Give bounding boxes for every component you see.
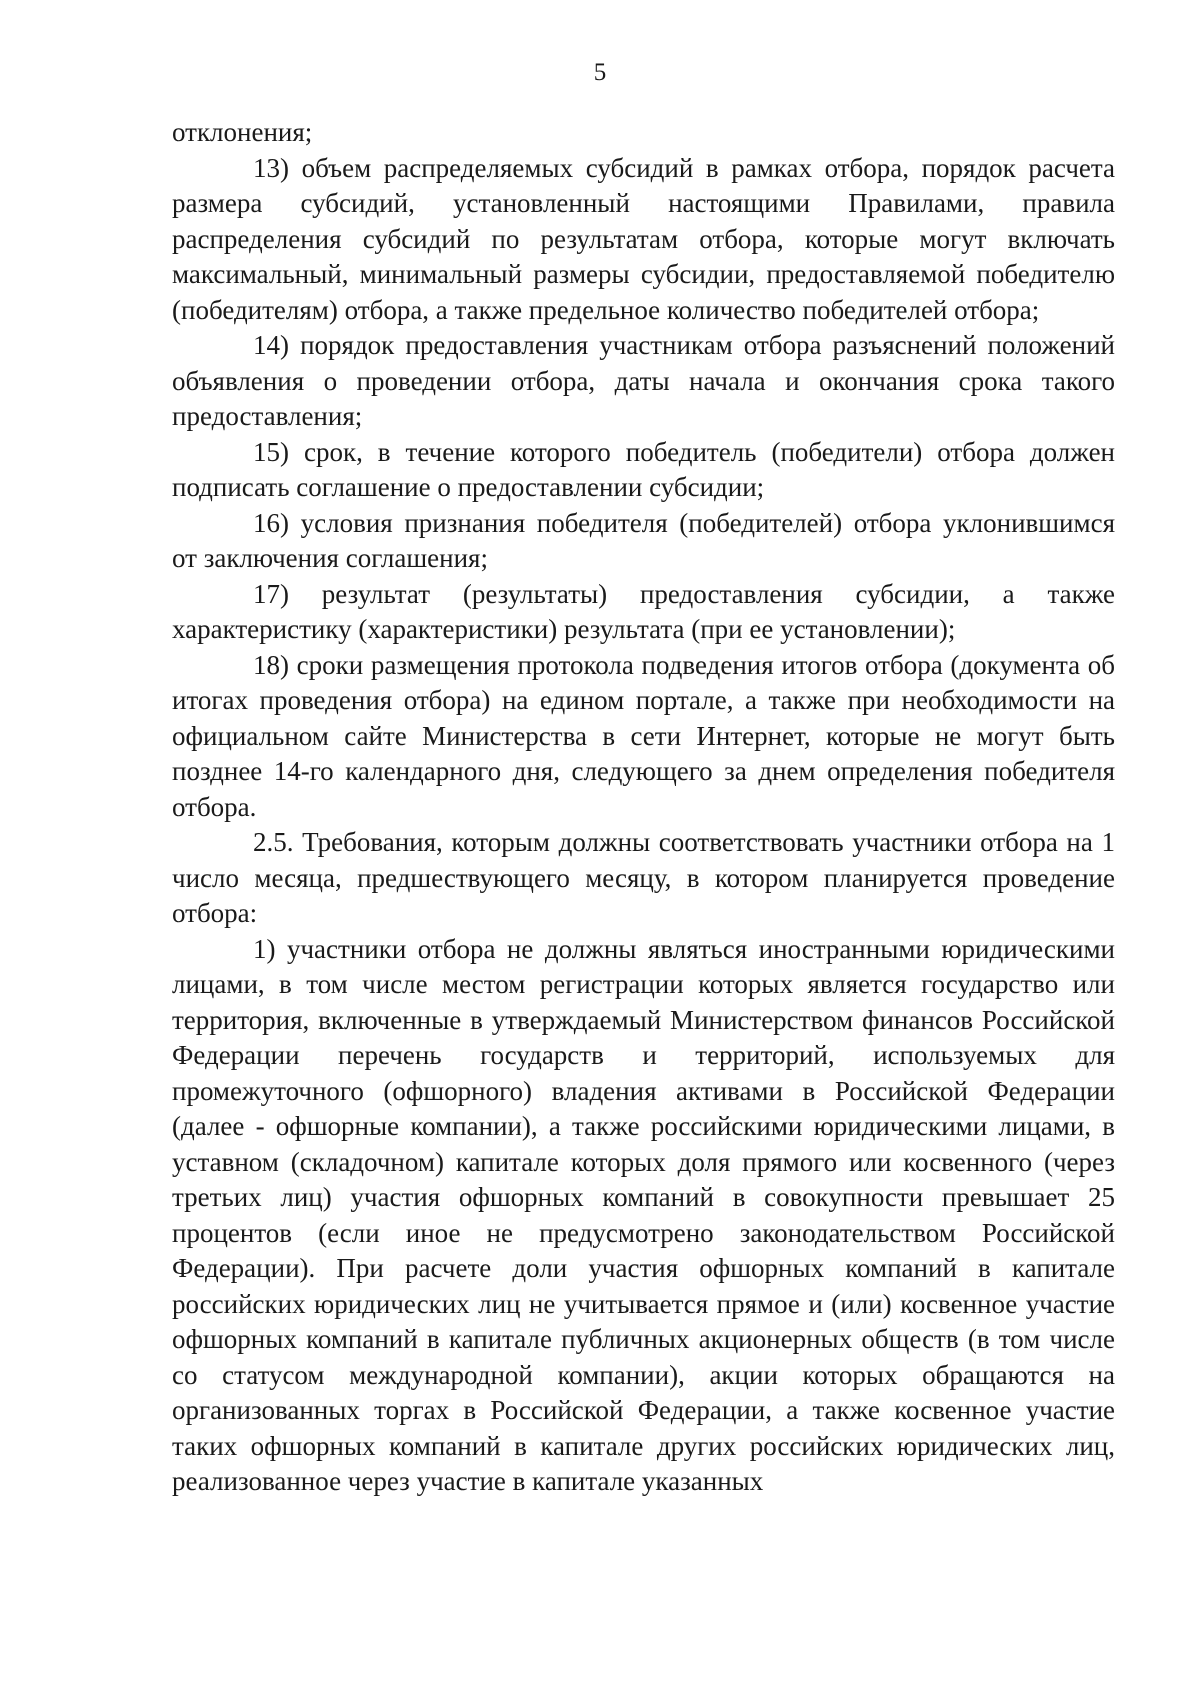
paragraph: 13) объем распределяемых субсидий в рамках отбора, порядок расчета размера субсидий, установленный настоящими Правилами, правила распределения субсидий по результатам отбора, которые могут включать максимальный, минимальный размеры субсидии, предоставляемой победителю (победителям) отбора, а также предельное количество победителей отбора;: [172, 152, 1115, 325]
paragraph: 16) условия признания победителя (победителей) отбора уклонившимся от заключения соглашения;: [172, 507, 1115, 573]
paragraph: 17) результат (результаты) предоставления субсидии, а также характеристику (характеристики) результата (при ее установлении);: [172, 578, 1115, 644]
paragraph: 14) порядок предоставления участникам отбора разъяснений положений объявления о проведении отбора, даты начала и окончания срока такого предоставления;: [172, 330, 1115, 431]
paragraph: 15) срок, в течение которого победитель (победители) отбора должен подписать соглашение о предоставлении субсидии;: [172, 436, 1115, 502]
page-number: 5: [593, 59, 607, 86]
paragraph: отклонения;: [172, 117, 313, 147]
paragraph: 1) участники отбора не должны являться иностранными юридическими лицами, в том числе местом регистрации которых является государство или территория, включенные в утверждаемый Министерством финансов Российской Федерации перечень государств и территорий, используемых для промежуточного (офшорного) владения активами в Российской Федерации (далее - офшорные компании), а также российскими юридическими лицами, в уставном (складочном) капитале которых доля прямого или косвенного (через третьих лиц) участия офшорных компаний в совокупности превышает 25 процентов (если иное не предусмотрено законодательством Российской Федерации). При расчете доли участия офшорных компаний в капитале российских юридических лиц не учитывается прямое и (или) косвенное участие офшорных компаний в капитале публичных акционерных обществ (в том числе со статусом международной компании), акции которых обращаются на организованных торгах в Российской Федерации, а также косвенное участие таких офшорных компаний в капитале других российских юридических лиц, реализованное через участие в капитале указанных: [172, 933, 1115, 1496]
paragraph: 2.5. Требования, которым должны соответствовать участники отбора на 1 число месяца, предшествующего месяцу, в котором планируется проведение отбора:: [172, 827, 1115, 928]
document-body: [172, 115, 1115, 1500]
paragraph: 18) сроки размещения протокола подведения итогов отбора (документа об итогах проведения отбора) на едином портале, а также при необходимости на официальном сайте Министерства в сети Интернет, которые не могут быть позднее 14-го календарного дня, следующего за днем определения победителя отбора.: [172, 649, 1115, 822]
